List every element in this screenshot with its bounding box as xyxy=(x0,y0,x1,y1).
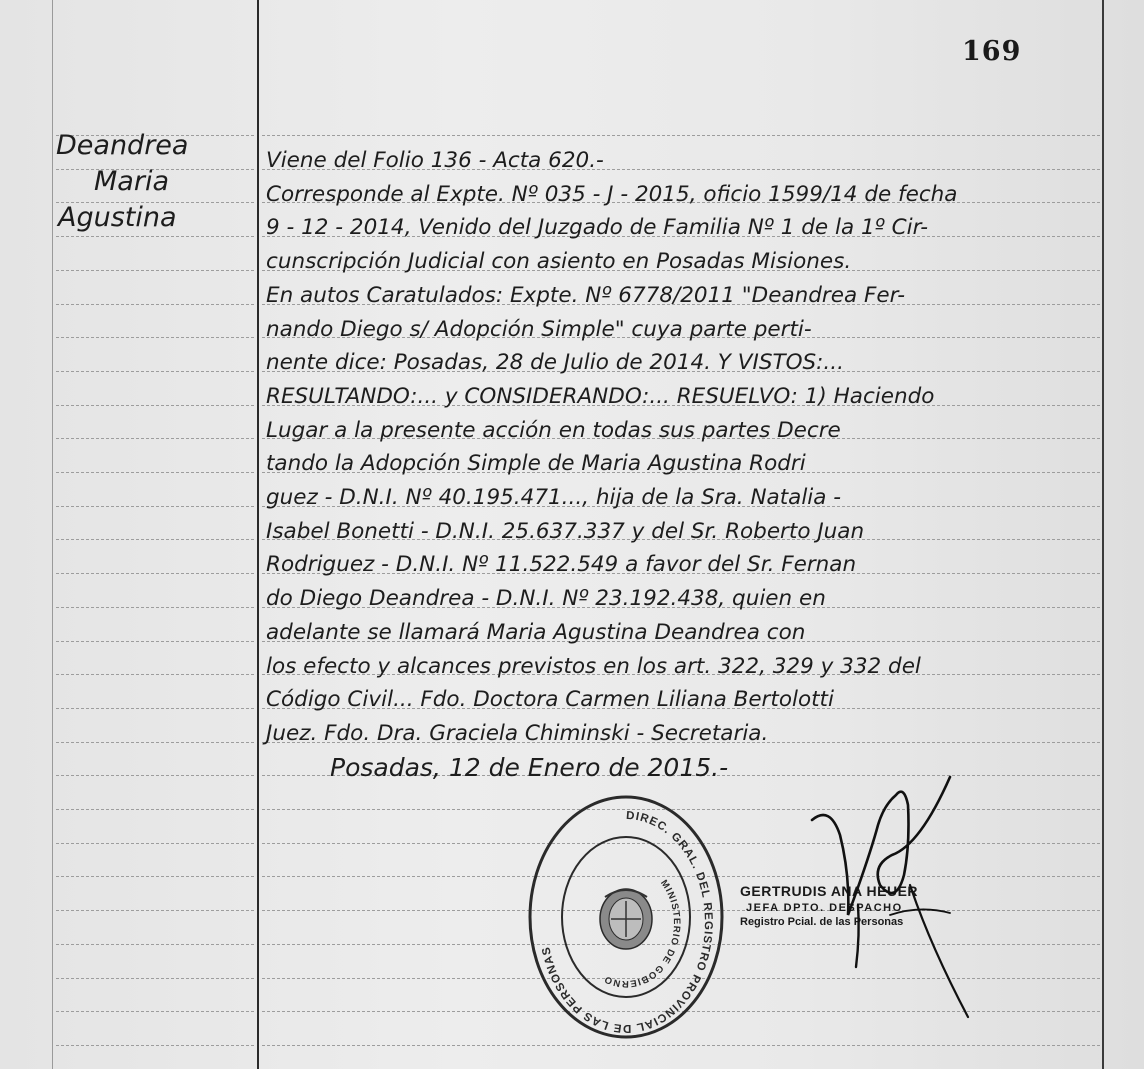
rule-line-left xyxy=(56,910,254,911)
rule-line-left xyxy=(56,506,254,507)
closing-place-date: Posadas, 12 de Enero de 2015.- xyxy=(330,753,729,782)
rule-line-left xyxy=(56,876,254,877)
official-office: Registro Pcial. de las Personas xyxy=(740,916,904,928)
seal-ring-text: DIREC. GRAL. DEL REGISTRO PROVINCIAL DE LAS PERSONAS xyxy=(540,809,715,1035)
rule-line-left xyxy=(56,1011,254,1012)
rule-line-left xyxy=(56,337,254,338)
registry-seal xyxy=(527,793,725,1041)
entry-line: tando la Adopción Simple de Maria Agustina Rodri xyxy=(266,451,806,477)
rule-line-left xyxy=(56,539,254,540)
right-margin-rule xyxy=(1102,0,1104,1069)
margin-first-name: Maria xyxy=(94,166,169,197)
rule-line-left xyxy=(56,573,254,574)
entry-line: los efecto y alcances previstos en los art. 322, 329 y 332 del xyxy=(266,653,921,679)
rule-line-left xyxy=(56,674,254,675)
entry-line: adelante se llamará Maria Agustina Deandrea con xyxy=(266,619,806,645)
rule-line-left xyxy=(56,742,254,743)
official-name: GERTRUDIS ANA HEUER xyxy=(740,883,919,899)
margin-surname: Deandrea xyxy=(56,130,189,161)
entry-line: cunscripción Judicial con asiento en Posadas Misiones. xyxy=(266,249,852,275)
entry-line: guez - D.N.I. Nº 40.195.471..., hija de la Sra. Natalia - xyxy=(266,485,842,510)
official-title: JEFA DPTO. DESPACHO xyxy=(746,902,903,914)
entry-line: Juez. Fdo. Dra. Graciela Chiminski - Secretaria. xyxy=(266,720,769,746)
entry-line: RESULTANDO:... y CONSIDERANDO:... RESUELVO: 1) Haciendo xyxy=(266,383,935,409)
entry-line: nente dice: Posadas, 28 de Julio de 2014. Y VISTOS:... xyxy=(266,350,844,376)
rule-line-left xyxy=(56,236,254,237)
rule-line-main xyxy=(262,135,1100,136)
rule-line-left xyxy=(56,843,254,844)
rule-line-left xyxy=(56,944,254,945)
entry-line: Rodriguez - D.N.I. Nº 11.522.549 a favor del Sr. Fernan xyxy=(266,552,857,578)
rule-line-left xyxy=(56,708,254,709)
rule-line-left xyxy=(56,472,254,473)
entry-line: Isabel Bonetti - D.N.I. 25.637.337 y del Sr. Roberto Juan xyxy=(266,518,865,544)
entry-line: En autos Caratulados: Expte. Nº 6778/2011 "Deandrea Fer- xyxy=(266,282,906,308)
rule-line-left xyxy=(56,405,254,406)
entry-line: Viene del Folio 136 - Acta 620.- xyxy=(266,148,604,173)
entry-line: Lugar a la presente acción en todas sus partes Decre xyxy=(266,417,841,443)
rule-line-main xyxy=(262,1045,1100,1046)
seal-inner-text: MINISTERIO DE GOBIERNO xyxy=(602,877,683,990)
rule-line-left xyxy=(56,607,254,608)
rule-line-left xyxy=(56,641,254,642)
rule-line-left xyxy=(56,809,254,810)
handwritten-signature xyxy=(800,765,980,1025)
entry-line: 9 - 12 - 2014, Venido del Juzgado de Familia Nº 1 de la 1º Cir- xyxy=(266,215,929,241)
folio-number: 169 xyxy=(962,36,1022,67)
entry-line: do Diego Deandrea - D.N.I. Nº 23.192.438, quien en xyxy=(266,586,826,612)
rule-line-left xyxy=(56,438,254,439)
names-column-rule xyxy=(257,0,259,1069)
rule-line-left xyxy=(56,371,254,372)
coat-of-arms-icon xyxy=(600,889,652,949)
left-margin-rule xyxy=(52,0,53,1069)
rule-line-left xyxy=(56,270,254,271)
rule-line-left xyxy=(56,1045,254,1046)
margin-second-name: Agustina xyxy=(58,202,177,233)
rule-line-left xyxy=(56,775,254,776)
rule-line-left xyxy=(56,978,254,979)
entry-line: Corresponde al Expte. Nº 035 - J - 2015, oficio 1599/14 de fecha xyxy=(266,181,958,207)
rule-line-left xyxy=(56,304,254,305)
entry-line: Código Civil... Fdo. Doctora Carmen Liliana Bertolotti xyxy=(266,687,834,713)
entry-line: nando Diego s/ Adopción Simple" cuya parte perti- xyxy=(266,316,812,342)
